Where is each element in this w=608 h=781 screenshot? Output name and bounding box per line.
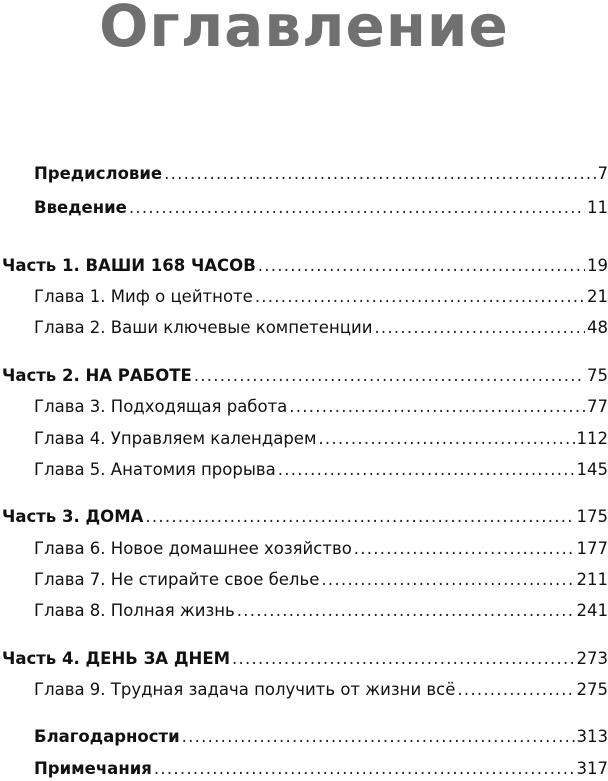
toc-dot-leader — [374, 316, 585, 340]
toc-dot-leader — [278, 458, 575, 482]
toc-page-number: 177 — [577, 537, 608, 561]
toc-entry-label: Глава 6. Новое домашнее хозяйство — [34, 537, 352, 561]
toc-entry-part-1[interactable] — [2, 254, 608, 278]
toc-dot-leader — [182, 725, 575, 749]
toc-entry-chapter-5[interactable] — [34, 458, 608, 482]
toc-entry-label: Часть 3. ДОМА — [2, 505, 143, 529]
toc-entry-label: Часть 1. ВАШИ 168 ЧАСОВ — [2, 254, 256, 278]
toc-dot-leader — [258, 254, 585, 278]
toc-page-number: 145 — [577, 458, 608, 482]
toc-entry-label: Глава 7. Не стирайте свое белье — [34, 568, 319, 592]
toc-entry-preface[interactable] — [34, 162, 608, 186]
toc-page-number: 241 — [577, 599, 608, 623]
toc-dot-leader — [255, 285, 585, 309]
toc-page-number: 175 — [577, 505, 608, 529]
toc-dot-leader — [237, 599, 575, 623]
toc-entry-label: Часть 4. ДЕНЬ ЗА ДНЕМ — [2, 647, 230, 671]
toc-entry-chapter-9[interactable] — [34, 678, 608, 702]
toc-dot-leader — [318, 427, 574, 451]
toc-entry-label: Глава 3. Подходящая работа — [34, 395, 287, 419]
toc-entry-label: Благодарности — [34, 725, 180, 749]
toc-entry-label: Предисловие — [34, 162, 162, 186]
toc-entry-chapter-2[interactable] — [34, 316, 608, 340]
toc-entry-label: Глава 5. Анатомия прорыва — [34, 458, 276, 482]
toc-page-number: 317 — [577, 757, 608, 781]
toc-entry-part-2[interactable] — [2, 364, 608, 388]
toc-entry-introduction[interactable] — [34, 196, 608, 220]
toc-page-number: 275 — [577, 678, 608, 702]
toc-dot-leader — [289, 395, 585, 419]
toc-entry-chapter-8[interactable] — [34, 599, 608, 623]
toc-entry-label: Часть 2. НА РАБОТЕ — [2, 364, 192, 388]
toc-dot-leader — [129, 196, 585, 220]
toc-page-number: 313 — [577, 725, 608, 749]
toc-page-number: 21 — [587, 285, 608, 309]
toc-dot-leader — [321, 568, 574, 592]
toc-entry-chapter-3[interactable] — [34, 395, 608, 419]
toc-page-number: 75 — [587, 364, 608, 388]
toc-entry-label: Глава 9. Трудная задача получить от жизни всё — [34, 678, 455, 702]
toc-entry-part-4[interactable] — [2, 647, 608, 671]
toc-entry-label: Глава 4. Управляем календарем — [34, 427, 316, 451]
toc-dot-leader — [457, 678, 574, 702]
toc-entry-label: Глава 1. Миф о цейтноте — [34, 285, 253, 309]
toc-dot-leader — [154, 757, 575, 781]
toc-page-number: 48 — [587, 316, 608, 340]
toc-page-number: 11 — [587, 196, 608, 220]
toc-page-number: 112 — [577, 427, 608, 451]
page-title: Оглавление — [0, 0, 608, 64]
toc-dot-leader — [164, 162, 595, 186]
toc-entry-label: Глава 8. Полная жизнь — [34, 599, 235, 623]
toc-page-number: 211 — [577, 568, 608, 592]
toc-entry-label: Примечания — [34, 757, 152, 781]
toc-entry-chapter-7[interactable] — [34, 568, 608, 592]
toc-entry-chapter-6[interactable] — [34, 537, 608, 561]
toc-dot-leader — [354, 537, 575, 561]
toc-entry-acknowledgements[interactable] — [34, 725, 608, 749]
toc-page-number: 273 — [577, 647, 608, 671]
toc-dot-leader — [194, 364, 585, 388]
toc-entry-chapter-4[interactable] — [34, 427, 608, 451]
toc-entry-label: Глава 2. Ваши ключевые компетенции — [34, 316, 372, 340]
toc-entry-notes[interactable] — [34, 757, 608, 781]
toc-page-number: 7 — [598, 162, 608, 186]
toc-dot-leader — [232, 647, 574, 671]
toc-entry-part-3[interactable] — [2, 505, 608, 529]
toc-entry-chapter-1[interactable] — [34, 285, 608, 309]
toc-page-number: 77 — [587, 395, 608, 419]
toc-dot-leader — [145, 505, 574, 529]
toc-page-number: 19 — [587, 254, 608, 278]
toc-entry-label: Введение — [34, 196, 127, 220]
